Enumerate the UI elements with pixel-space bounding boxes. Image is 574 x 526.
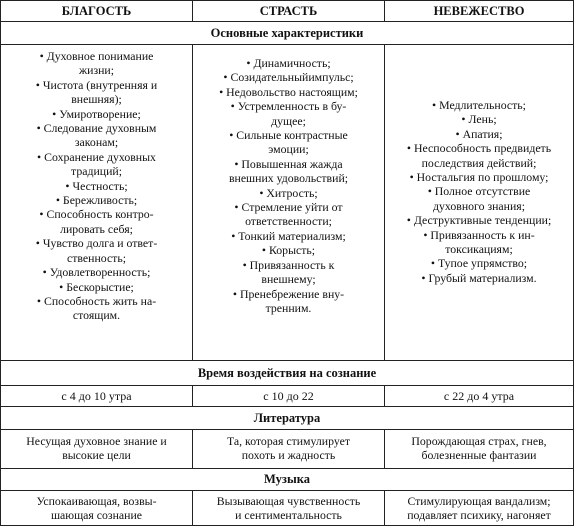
list-item: • Недовольство настоящим; bbox=[219, 84, 358, 99]
list-item: законам; bbox=[74, 135, 119, 150]
time-passion: с 10 до 22 bbox=[192, 385, 385, 407]
time-ignorance: с 22 до 4 утра bbox=[384, 385, 574, 407]
list-item: традиций; bbox=[71, 164, 122, 179]
list-item: • Апатия; bbox=[455, 126, 503, 141]
section-characteristics: Основные характеристики bbox=[0, 21, 574, 45]
characteristics-ignorance-list bbox=[385, 45, 573, 285]
list-item: • Духовное понимание bbox=[39, 49, 154, 63]
list-item: • Чувство долга и ответ- bbox=[35, 236, 158, 251]
cell-line: подавляет психику, нагоняет bbox=[407, 508, 551, 522]
list-item: • Грубый материализм. bbox=[421, 270, 537, 285]
list-item: токсикациям; bbox=[445, 242, 513, 257]
section-literature: Литература bbox=[0, 406, 574, 430]
cell-line: Несущая духовное знание и bbox=[26, 434, 167, 448]
list-item: • Повышенная жажда bbox=[234, 156, 343, 171]
characteristics-passion-list bbox=[193, 45, 384, 315]
list-item: • Динамичность; bbox=[246, 56, 331, 70]
list-item: • Бескорыстие; bbox=[59, 279, 134, 294]
list-item: • Умиротворение; bbox=[52, 106, 141, 121]
cell-line: болезненные фантазии bbox=[421, 448, 537, 462]
list-item: внешних удовольствий; bbox=[228, 171, 349, 186]
list-item: • Хитрость; bbox=[259, 185, 318, 200]
header-ignorance: НЕВЕЖЕСТВО bbox=[384, 0, 574, 22]
list-item: дущее; bbox=[271, 113, 306, 128]
list-item: • Тонкий материализм; bbox=[231, 228, 346, 243]
header-passion: СТРАСТЬ bbox=[192, 0, 385, 22]
list-item: • Честность; bbox=[65, 178, 128, 193]
list-item: • Ностальгия по прошлому; bbox=[409, 170, 549, 185]
list-item: • Полное отсутствие bbox=[427, 184, 531, 199]
list-item: • Стремление уйти от bbox=[234, 200, 343, 215]
literature-ignorance bbox=[384, 429, 574, 469]
list-item: внешнему; bbox=[261, 272, 316, 287]
cell-line: шающая сознание bbox=[50, 508, 143, 522]
list-item: • Способность контро- bbox=[39, 207, 154, 222]
list-item: духовного знания; bbox=[433, 198, 525, 213]
list-item: • Удовлетворенность; bbox=[42, 265, 151, 280]
list-item: • Тупое упрямство; bbox=[430, 256, 528, 271]
section-music: Музыка bbox=[0, 468, 574, 491]
list-item: • Созидательныйимпульс; bbox=[223, 70, 354, 85]
list-item: • Привязанность к ин- bbox=[423, 227, 535, 242]
characteristics-goodness-cell bbox=[0, 44, 193, 361]
list-item: ответственности; bbox=[245, 214, 332, 229]
list-item: • Медлительность; bbox=[432, 98, 526, 112]
cell-line: Та, которая стимулирует bbox=[227, 434, 350, 448]
list-item: • Устремленность в бу- bbox=[230, 99, 347, 114]
list-item: • Корысть; bbox=[261, 243, 316, 258]
literature-goodness bbox=[0, 429, 193, 469]
list-item: ственность; bbox=[67, 250, 126, 265]
list-item: • Способность жить на- bbox=[36, 293, 157, 308]
cell-line: и сентиментальность bbox=[235, 508, 342, 522]
list-item: • Привязанность к bbox=[242, 257, 335, 272]
time-goodness: с 4 до 10 утра bbox=[0, 385, 193, 407]
music-passion bbox=[192, 490, 385, 526]
list-item: • Чистота (внутренняя и bbox=[35, 77, 158, 92]
list-item: жизни; bbox=[78, 63, 115, 78]
list-item: • Сохранение духовных bbox=[37, 149, 156, 164]
list-item: • Сильные контрастные bbox=[229, 128, 348, 143]
cell-line: похоть и жадность bbox=[241, 448, 336, 462]
list-item: • Бережливость; bbox=[55, 193, 138, 208]
cell-line: Порождающая страх, гнев, bbox=[411, 434, 547, 448]
list-item: последствия действий; bbox=[421, 155, 537, 170]
list-item: внешняя); bbox=[71, 92, 122, 107]
header-goodness: БЛАГОСТЬ bbox=[0, 0, 193, 22]
cell-line: высокие цели bbox=[62, 448, 131, 462]
list-item: стоящим. bbox=[72, 308, 121, 323]
characteristics-ignorance-cell bbox=[384, 44, 574, 361]
cell-line: Вызывающая чувственность bbox=[216, 494, 361, 508]
list-item: • Пренебрежение вну- bbox=[232, 286, 345, 301]
cell-line: Стимулирующая вандализм; bbox=[407, 494, 551, 508]
characteristics-goodness-list bbox=[1, 45, 192, 323]
characteristics-passion-cell bbox=[192, 44, 385, 361]
music-ignorance bbox=[384, 490, 574, 526]
list-item: • Неспособность предвидеть bbox=[406, 141, 552, 156]
music-goodness bbox=[0, 490, 193, 526]
list-item: лировать себя; bbox=[60, 221, 133, 236]
literature-passion bbox=[192, 429, 385, 469]
list-item: • Лень; bbox=[461, 112, 497, 127]
list-item: • Следование духовным bbox=[36, 121, 157, 136]
list-item: • Деструктивные тенденции; bbox=[406, 213, 552, 228]
list-item: тренним. bbox=[265, 300, 312, 315]
section-time: Время воздействия на сознание bbox=[0, 360, 574, 386]
cell-line: Успокаивающая, возвы- bbox=[36, 494, 157, 508]
list-item: эмоции; bbox=[268, 142, 309, 157]
